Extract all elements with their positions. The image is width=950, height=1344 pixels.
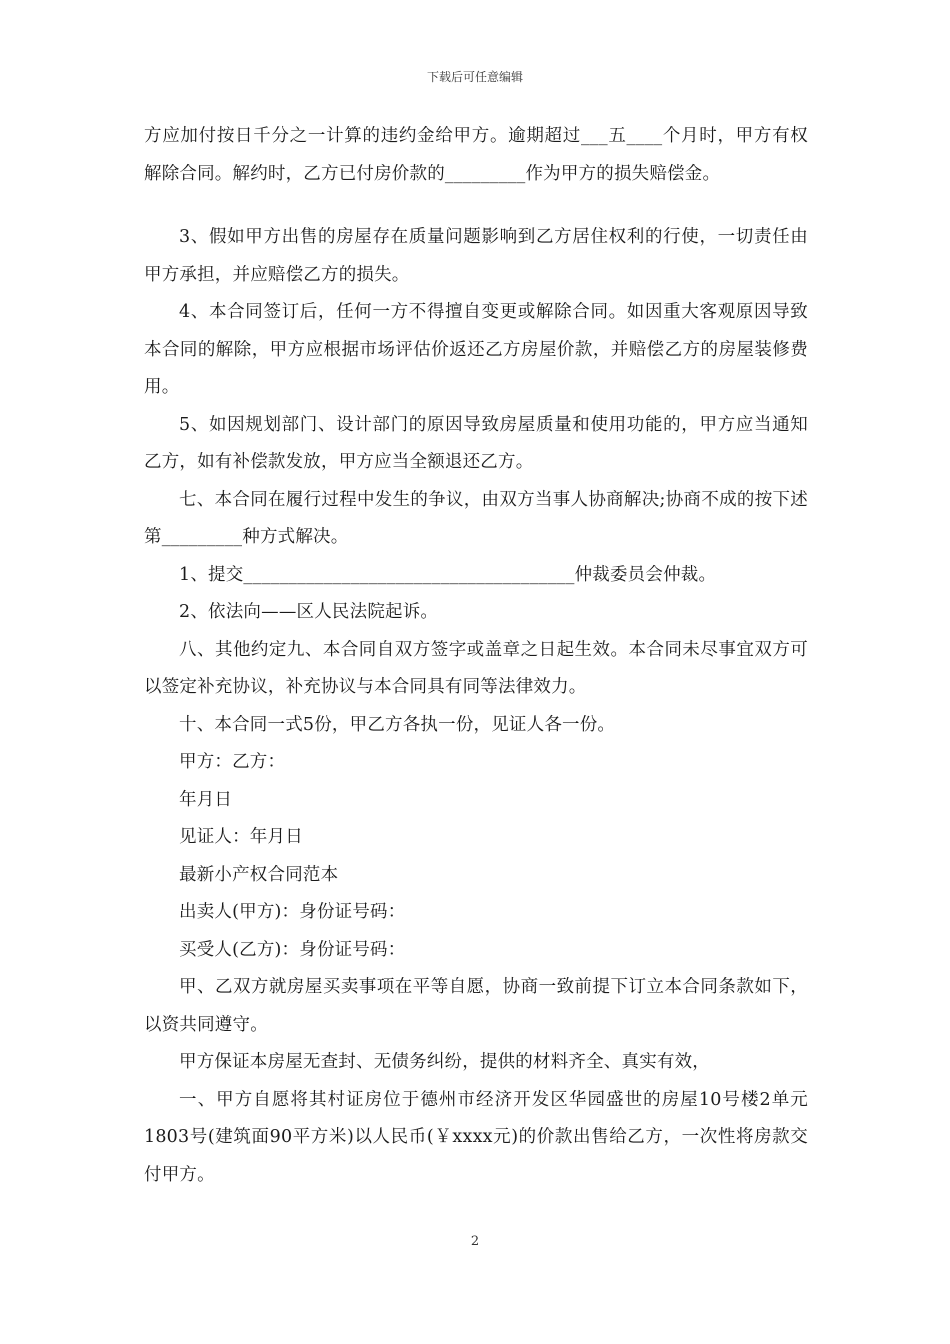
paragraph: 2、依法向——区人民法院起诉。 <box>179 602 439 622</box>
paragraph: 一、甲方自愿将其村证房位于德州市经济开发区华园盛世的房屋10号楼2单元1803号(建筑面90平方米)以人民币(￥xxxx元)的价款出售给乙方，一次性将房款交付甲方。 <box>144 1089 808 1185</box>
paragraph: 买受人(乙方)：身份证号码： <box>179 939 406 960</box>
paragraph: 七、本合同在履行过程中发生的争议，由双方当事人协商解决;协商不成的按下述第_________种方式解决。 <box>144 489 808 547</box>
paragraph: 方应加付按日千分之一计算的违约金给甲方。逾期超过___五____个月时，甲方有权解除合同。解约时，乙方已付房价款的_________作为甲方的损失赔偿金。 <box>144 126 808 184</box>
page-header: 下载后可任意编辑 <box>426 70 523 84</box>
paragraph: 最新小产权合同范本 <box>179 864 339 885</box>
paragraph: 1、提交_____________________________________仲裁委员会仲裁。 <box>179 564 717 585</box>
paragraph: 见证人：年月日 <box>179 827 303 847</box>
document-body <box>144 118 808 1194</box>
paragraph: 八、其他约定九、本合同自双方签字或盖章之日起生效。本合同未尽事宜双方可以签定补充协议，补充协议与本合同具有同等法律效力。 <box>144 639 808 697</box>
paragraph: 5、如因规划部门、设计部门的原因导致房屋质量和使用功能的，甲方应当通知乙方，如有补偿款发放，甲方应当全额退还乙方。 <box>144 414 808 472</box>
paragraph: 4、本合同签订后，任何一方不得擅自变更或解除合同。如因重大客观原因导致本合同的解除，甲方应根据市场评估价返还乙方房屋价款，并赔偿乙方的房屋装修费用。 <box>144 302 808 397</box>
paragraph: 甲方保证本房屋无查封、无债务纠纷，提供的材料齐全、真实有效， <box>179 1052 710 1072</box>
paragraph: 甲方：乙方： <box>179 752 286 772</box>
paragraph: 十、本合同一式5份，甲乙方各执一份，见证人各一份。 <box>179 714 616 735</box>
paragraph: 3、假如甲方出售的房屋存在质量问题影响到乙方居住权利的行使，一切责任由甲方承担，并应赔偿乙方的损失。 <box>144 227 808 285</box>
page-number: 2 <box>470 1234 480 1249</box>
paragraph: 出卖人(甲方)：身份证号码： <box>179 902 406 922</box>
paragraph: 年月日 <box>179 789 233 810</box>
paragraph: 甲、乙双方就房屋买卖事项在平等自愿，协商一致前提下订立本合同条款如下，以资共同遵守。 <box>144 977 808 1035</box>
paragraph-gap <box>144 193 808 219</box>
